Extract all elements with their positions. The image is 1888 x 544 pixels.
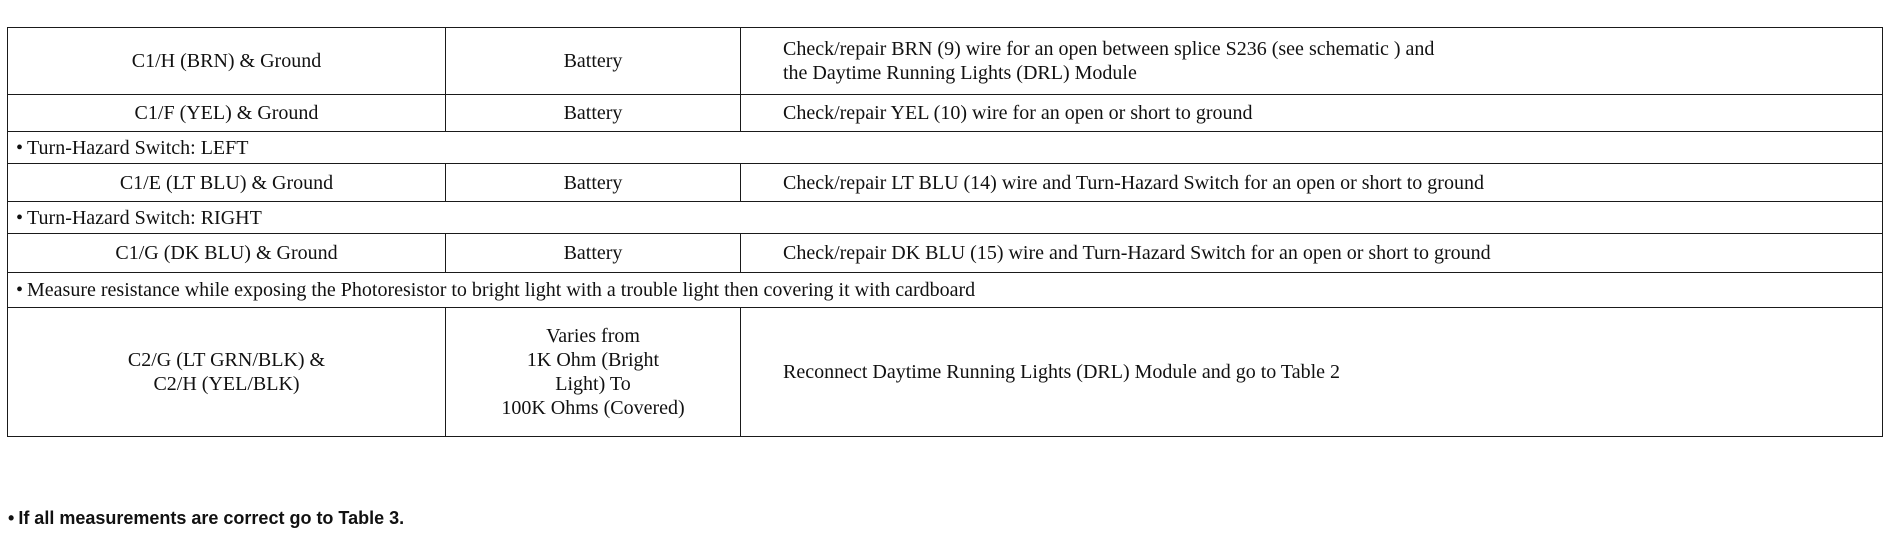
bullet-icon: • (16, 136, 24, 159)
note-cell (8, 202, 1883, 234)
measurement-cell: C1/F (YEL) & Ground (8, 95, 446, 132)
note-text: Turn-Hazard Switch: RIGHT (27, 206, 262, 229)
note-row (8, 202, 1883, 234)
bullet-icon: • (16, 279, 24, 301)
footer-text: If all measurements are correct go to Table 3. (18, 508, 405, 528)
measurement-cell: C1/G (DK BLU) & Ground (8, 234, 446, 273)
note-text: Turn-Hazard Switch: LEFT (27, 136, 249, 159)
measurement-cell: C1/H (BRN) & Ground (8, 28, 446, 95)
measurement-line: C2/H (YEL/BLK) (153, 373, 300, 395)
action-cell: Check/repair LT BLU (14) wire and Turn-Hazard Switch for an open or short to ground (741, 164, 1883, 202)
bullet-icon: • (16, 206, 24, 229)
condition-line: 1K Ohm (Bright (526, 349, 660, 371)
table-row (8, 234, 1883, 273)
action-line: Check/repair BRN (9) wire for an open between splice S236 (see schematic ) and (783, 38, 1435, 60)
condition-cell: Battery (446, 234, 741, 273)
condition-line: Light) To (555, 373, 631, 395)
table-row (8, 164, 1883, 202)
condition-line: Varies from (546, 325, 640, 347)
measurement-line: C2/G (LT GRN/BLK) & (127, 349, 326, 371)
action-cell: Reconnect Daytime Running Lights (DRL) Module and go to Table 2 (741, 308, 1883, 437)
table-row (8, 95, 1883, 132)
note-text: Measure resistance while exposing the Photoresistor to bright light with a trouble light then covering it with cardboard (27, 279, 976, 301)
action-cell: Check/repair YEL (10) wire for an open or short to ground (741, 95, 1883, 132)
measurement-cell: C1/E (LT BLU) & Ground (8, 164, 446, 202)
footer-note (8, 508, 404, 529)
condition-cell (446, 308, 741, 437)
note-row (8, 273, 1883, 308)
note-cell (8, 132, 1883, 164)
condition-cell: Battery (446, 28, 741, 95)
condition-line: 100K Ohms (Covered) (501, 397, 685, 419)
bullet-icon: • (8, 508, 15, 528)
table-row (8, 28, 1883, 95)
action-cell: Check/repair DK BLU (15) wire and Turn-Hazard Switch for an open or short to ground (741, 234, 1883, 273)
action-cell (741, 28, 1883, 95)
note-cell (8, 273, 1883, 308)
condition-cell: Battery (446, 164, 741, 202)
measurement-cell (8, 308, 446, 437)
action-line: the Daytime Running Lights (DRL) Module (783, 62, 1137, 84)
note-row (8, 132, 1883, 164)
condition-cell: Battery (446, 95, 741, 132)
table-row (8, 308, 1883, 437)
diagnostic-table (7, 27, 1883, 437)
